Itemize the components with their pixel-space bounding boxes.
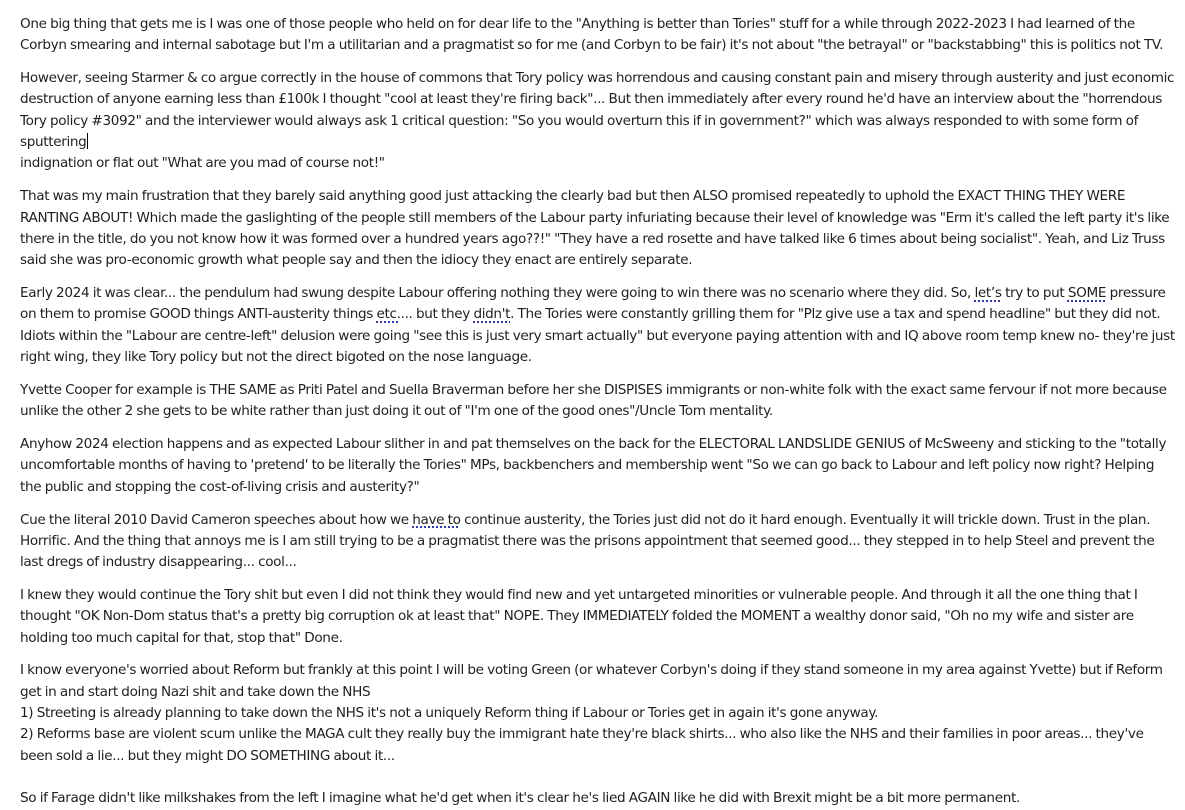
flagged-word-etc[interactable]: etc. xyxy=(376,306,401,323)
text-cursor xyxy=(87,133,88,149)
paragraph-5: Yvette Cooper for example is THE SAME as Priti Patel and Suella Braverman before her she DISPISES immigrants or non-white folk with the exact same fervour if not more because unlike the other 2 she gets to be white rather than just doing it out of "I'm one of the good ones"/Uncle Tom mentality. xyxy=(20,381,1167,420)
paragraph-3: That was my main frustration that they barely said anything good just attacking the clearly bad but then ALSO promised repeatedly to uphold the EXACT THING THEY WERE RANTING ABOUT! Which made the gaslighting of the people still members of the Labour party infuriating because their level of knowledge was "Erm it's called the left party it's like there in the title, do you not know how it was formed over a hundred years ago??!" "They have a red rosette and have talked like 6 times about being socialist". Yeah, and Liz Truss said she was pro-economic growth what people say and then the idiocy they enact are entirely separate. xyxy=(20,188,1170,269)
paragraph-2 xyxy=(20,68,1176,174)
flagged-phrase-have-to[interactable]: have to xyxy=(412,511,461,528)
paragraph-7-text-b: continue austerity, the Tories just did not do it hard enough. Eventually it will trickle down. Trust in the plan. Horrific. And the thing that annoys me is I am still trying to be a pragmatist there was the prisons appointment that seemed good... they stepped in to help Steel and prevent the last dregs of industry disappearing... cool... xyxy=(20,511,1155,571)
paragraph-4 xyxy=(20,283,1176,368)
flagged-word-didnt[interactable]: didn't xyxy=(473,306,511,323)
paragraph-9: I know everyone's worried about Reform but frankly at this point I will be voting Green (or whatever Corbyn's doing if they stand someone in my area against Yvette) but if Reform get in and start doing Nazi shit and take down the NHS 1) Streeting is already planning to take down the NHS it's not a uniquely Reform thing if Labour or Tories get in again it's gone anyway. 2) Reforms base are violent scum unlike the MAGA cult they really buy the immigrant hate they're black shirts... who also like the NHS and their families in poor areas... they've been sold a lie... but they might DO SOMETHING about it... xyxy=(20,662,1163,764)
paragraph-4-text-b: try to put xyxy=(1005,285,1065,302)
paragraph-4-text-e: . The Tories were constantly grilling them for "Plz give use a tax and spend headline" but they did not. Idiots within the "Labour are centre-left" delusion were going "see this is just very smart actually" but everyone paying attention with and IQ above room temp knew no- they're just right wing, they like Tory policy but not the direct bigoted on the nose language. xyxy=(20,306,1175,365)
paragraph-4-text-c: pressure on them to promise GOOD things ANTI-austerity things xyxy=(20,285,1166,323)
paragraph-7 xyxy=(20,510,1176,574)
paragraph-2-continuation: indignation or flat out "What are you mad of course not!" xyxy=(20,155,385,172)
paragraph-2-text: However, seeing Starmer & co argue correctly in the house of commons that Tory policy was horrendous and causing constant pain and misery through austerity and just economic destruction of anyone earning less than £100k I thought "cool at least they're firing back"... But then immediately after every round he'd have an interview about the "horrendous Tory policy #3092" and the interviewer would always ask 1 critical question: "So you would overturn this if in government?" which was always responded to with some form of sputtering xyxy=(20,70,1175,151)
flagged-word-lets[interactable]: let’s xyxy=(974,285,1002,302)
paragraph-1: One big thing that gets me is I was one of those people who held on for dear life to the "Anything is better than Tories" stuff for a while through 2022-2023 I had learned of the Corbyn smearing and internal sabotage but I'm a utilitarian and a pragmatist so for me (and Corbyn to be fair) it's not about "the betrayal" or "backstabbing" this is politics not TV. xyxy=(20,16,1164,54)
flagged-word-some[interactable]: SOME xyxy=(1067,285,1107,302)
paragraph-7-text-a: Cue the literal 2010 David Cameron speeches about how we xyxy=(20,511,409,528)
paragraph-4-text-a: Early 2024 it was clear... the pendulum had swung despite Labour offering nothing they were going to win there was no scenario where they did. So, xyxy=(20,285,971,302)
paragraph-6: Anyhow 2024 election happens and as expected Labour slither in and pat themselves on the back for the ELECTORAL LANDSLIDE GENIUS of McSweeny and sticking to the "totally uncomfortable months of having to 'pretend' to be literally the Tories" MPs, backbenchers and membership went "So we can go back to Labour and left policy now right? Helping the public and stopping the cost-of-living crisis and austerity?" xyxy=(20,436,1167,495)
paragraph-10: So if Farage didn't like milkshakes from the left I imagine what he'd get when it's clear he's lied AGAIN like he did with Brexit might be a bit more permanent. xyxy=(20,789,1020,806)
paragraph-4-text-d: ... but they xyxy=(400,306,470,323)
paragraph-8: I knew they would continue the Tory shit but even I did not think they would find new and yet untargeted minorities or vulnerable people. And through it all the one thing that I thought "OK Non-Dom status that's a pretty big corruption ok at least that" NOPE. They IMMEDIATELY folded the MOMENT a wealthy donor said, "Oh no my wife and sister are holding too much capital for that, stop that" Done. xyxy=(20,586,1138,646)
